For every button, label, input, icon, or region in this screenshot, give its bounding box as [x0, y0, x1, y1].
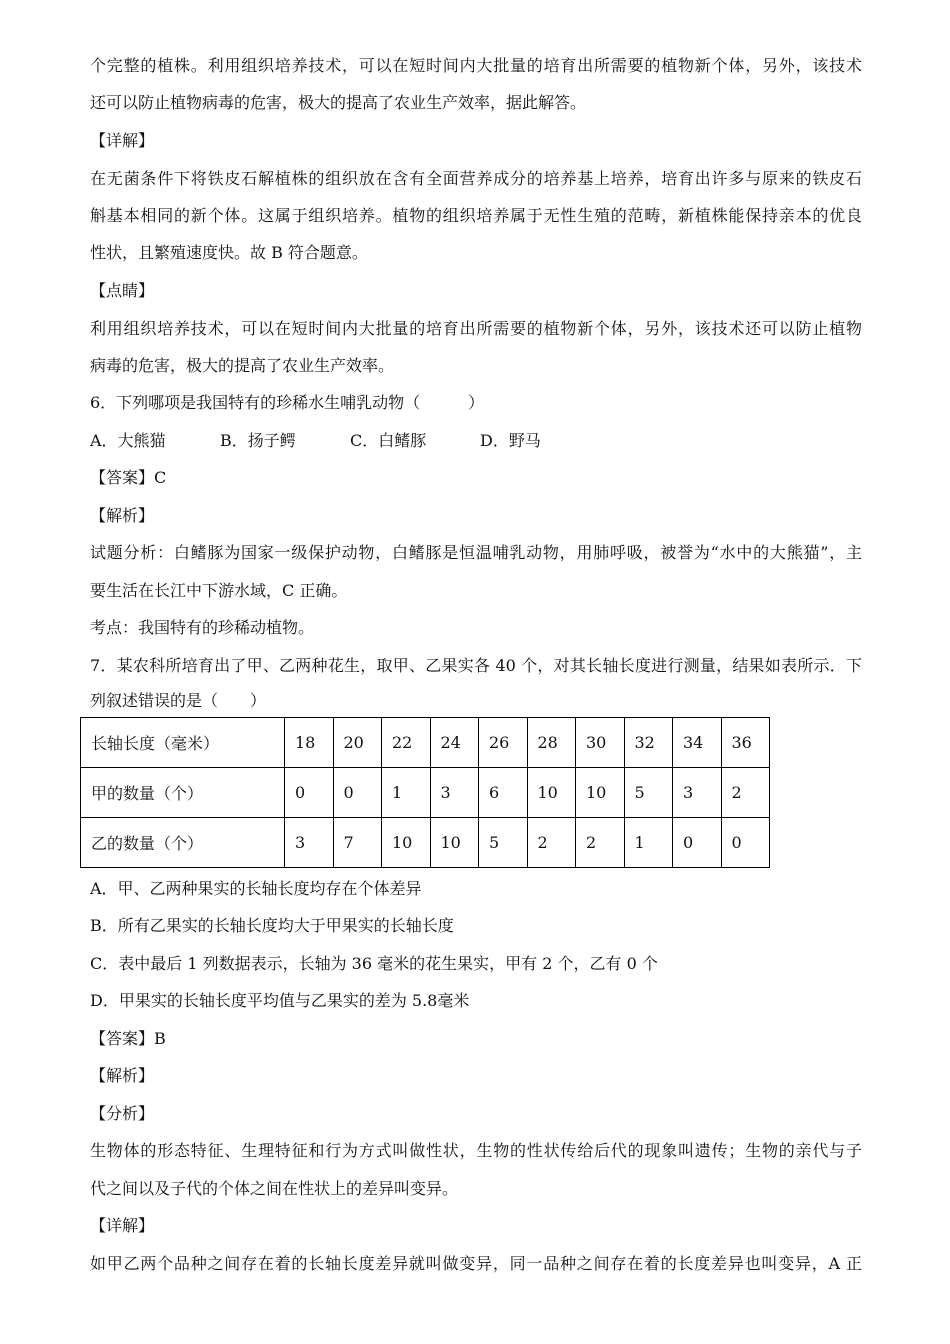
table-cell: 0	[721, 818, 770, 868]
table-cell: 3	[430, 768, 479, 818]
table-cell: 2	[576, 818, 625, 868]
paragraph-line: 个完整的植株。利用组织培养技术，可以在短时间内大批量的培育出所需要的植物新个体，另外，该技术	[90, 56, 862, 75]
option-c: C．白鳍豚	[350, 431, 427, 450]
table-cell: 36	[721, 718, 770, 768]
table-cell: 10	[527, 768, 576, 818]
table-cell: 22	[382, 718, 431, 768]
paragraph-line: 要生活在长江中下游水域，C 正确。	[90, 581, 348, 600]
table-cell: 2	[721, 768, 770, 818]
table-cell: 24	[430, 718, 479, 768]
question-7-stem: 列叙述错误的是（ ）	[90, 691, 267, 710]
table-cell: 10	[576, 768, 625, 818]
section-heading-detail: 【详解】	[90, 131, 155, 150]
option-b: B．扬子鳄	[220, 431, 296, 450]
table-cell: 18	[285, 718, 334, 768]
section-heading-analysis: 【解析】	[90, 1066, 155, 1085]
paragraph-line: 还可以防止植物病毒的危害，极大的提高了农业生产效率，据此解答。	[90, 93, 587, 112]
table-cell: 30	[576, 718, 625, 768]
paragraph-line: 在无菌条件下将铁皮石解植株的组织放在含有全面营养成分的培养基上培养，培育出许多与原来的铁皮石	[90, 169, 862, 188]
table-cell: 3	[673, 768, 722, 818]
table-cell: 20	[333, 718, 382, 768]
row-header: 乙的数量（个）	[81, 818, 285, 868]
answer-label: 【答案】B	[90, 1029, 166, 1048]
paragraph-line: 如甲乙两个品种之间存在着的长轴长度差异就叫做变异，同一品种之间存在着的长度差异也叫变异，A 正	[90, 1254, 862, 1273]
paragraph-line: 斛基本相同的新个体。这属于组织培养。植物的组织培养属于无性生殖的范畴，新植株能保持亲本的优良	[90, 206, 862, 225]
table-row	[81, 768, 770, 818]
table-cell: 1	[382, 768, 431, 818]
paragraph-line: 性状，且繁殖速度快。故 B 符合题意。	[90, 243, 368, 262]
section-heading-detail: 【详解】	[90, 1216, 155, 1235]
section-heading-comment: 【点睛】	[90, 281, 155, 300]
question-6-options	[90, 430, 862, 452]
table-row	[81, 718, 770, 768]
table-cell: 5	[624, 768, 673, 818]
table-row	[81, 818, 770, 868]
table-cell: 7	[333, 818, 382, 868]
paragraph-line: 生物体的形态特征、生理特征和行为方式叫做性状，生物的性状传给后代的现象叫遗传；生物的亲代与子	[90, 1141, 862, 1160]
table-cell: 5	[479, 818, 528, 868]
table-cell: 26	[479, 718, 528, 768]
table-cell: 2	[527, 818, 576, 868]
table-cell: 0	[673, 818, 722, 868]
paragraph-line: 利用组织培养技术，可以在短时间内大批量的培育出所需要的植物新个体，另外，该技术还可以防止植物	[90, 319, 862, 338]
table-cell: 3	[285, 818, 334, 868]
row-header: 长轴长度（毫米）	[81, 718, 285, 768]
option-b: B．所有乙果实的长轴长度均大于甲果实的长轴长度	[90, 916, 454, 935]
table-cell: 0	[285, 768, 334, 818]
section-heading-analysis: 【解析】	[90, 506, 155, 525]
option-a: A．大熊猫	[90, 431, 166, 450]
table-cell: 6	[479, 768, 528, 818]
paragraph-line: 病毒的危害，极大的提高了农业生产效率。	[90, 356, 395, 375]
table-cell: 1	[624, 818, 673, 868]
question-7-stem: 7．某农科所培育出了甲、乙两种花生，取甲、乙果实各 40 个，对其长轴长度进行测量，结果如表所示．下	[90, 656, 862, 675]
key-point: 考点：我国特有的珍稀动植物。	[90, 618, 315, 637]
answer-label: 【答案】C	[90, 468, 167, 487]
row-header: 甲的数量（个）	[81, 768, 285, 818]
table-cell: 10	[430, 818, 479, 868]
table-cell: 10	[382, 818, 431, 868]
option-d: D．甲果实的长轴长度平均值与乙果实的差为 5.8毫米	[90, 991, 470, 1010]
option-d: D．野马	[480, 431, 541, 450]
paragraph-line: 代之间以及子代的个体之间在性状上的差异叫变异。	[90, 1179, 459, 1198]
question-6-stem: 6．下列哪项是我国特有的珍稀水生哺乳动物（ ）	[90, 393, 485, 412]
table-cell: 32	[624, 718, 673, 768]
measurement-table	[80, 717, 770, 868]
option-c: C．表中最后 1 列数据表示，长轴为 36 毫米的花生果实，甲有 2 个，乙有 0 个	[90, 954, 658, 973]
table-cell: 28	[527, 718, 576, 768]
table-cell: 0	[333, 768, 382, 818]
option-a: A．甲、乙两种果实的长轴长度均存在个体差异	[90, 879, 422, 898]
paragraph-line: 试题分析：白鳍豚为国家一级保护动物，白鳍豚是恒温哺乳动物，用肺呼吸，被誉为“水中的大熊猫”，主	[90, 543, 862, 562]
table-cell: 34	[673, 718, 722, 768]
section-heading-breakdown: 【分析】	[90, 1104, 155, 1123]
